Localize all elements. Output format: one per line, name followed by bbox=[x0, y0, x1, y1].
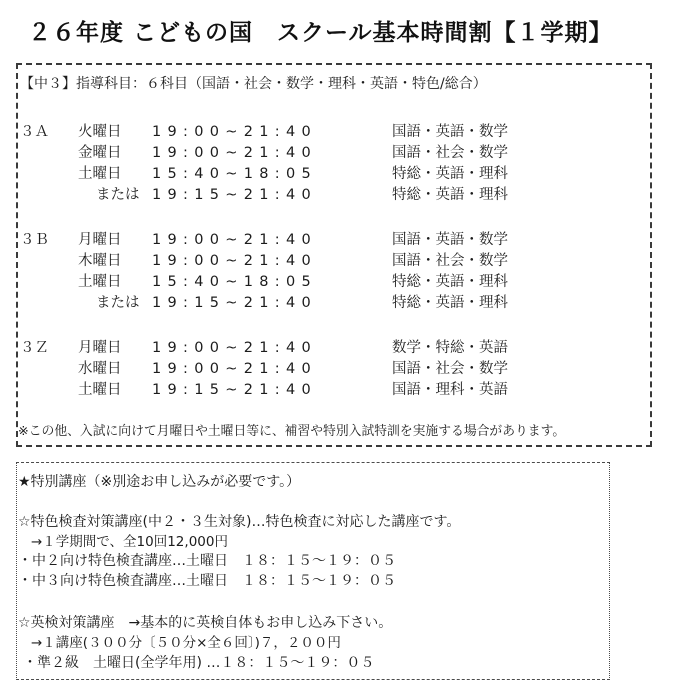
time-range: 19:00~21:40 bbox=[152, 253, 318, 269]
subjects: 数学・特総・英語 bbox=[392, 340, 508, 356]
schedule-box bbox=[16, 63, 652, 447]
page-title: ２６年度 こどもの国 スクール基本時間割【１学期】 bbox=[28, 20, 613, 46]
subjects: 特総・英語・理科 bbox=[392, 274, 508, 290]
subjects: 国語・社会・数学 bbox=[392, 253, 508, 269]
day-label: 月曜日 bbox=[78, 232, 122, 248]
time-range: 19:00~21:40 bbox=[152, 361, 318, 377]
time-range: 15:40~18:05 bbox=[152, 166, 318, 182]
time-range: 19:15~21:40 bbox=[152, 187, 318, 203]
time-range: 19:15~21:40 bbox=[152, 295, 318, 311]
day-label: 火曜日 bbox=[78, 124, 122, 140]
day-label: 水曜日 bbox=[78, 361, 122, 377]
alt-label: または bbox=[96, 295, 140, 311]
time-range: 19:00~21:40 bbox=[152, 145, 318, 161]
subjects: 特総・英語・理科 bbox=[392, 187, 508, 203]
class-label: ３Ｚ bbox=[20, 340, 49, 356]
course-item: ・中２向け特色検査講座…土曜日 １８：１５～１９：０５ bbox=[18, 553, 396, 569]
day-label: 木曜日 bbox=[78, 253, 122, 269]
subjects-header: 【中３】指導科目：６科目（国語・社会・数学・理科・英語・特色/総合） bbox=[20, 76, 487, 92]
class-label: ３Ｂ bbox=[20, 232, 49, 248]
time-range: 19:15~21:40 bbox=[152, 382, 318, 398]
time-range: 15:40~18:05 bbox=[152, 274, 318, 290]
special-courses-box bbox=[16, 462, 610, 680]
time-range: 19:00~21:40 bbox=[152, 232, 318, 248]
course-title: ☆英検対策講座 →基本的に英検自体もお申し込み下さい。 bbox=[18, 615, 393, 631]
time-range: 19:00~21:40 bbox=[152, 340, 318, 356]
course-price: →１学期間で、全10回12,000円 bbox=[31, 534, 228, 550]
schedule-note: ※この他、入試に向けて月曜日や土曜日等に、補習や特別入試特訓を実施する場合があります。 bbox=[18, 424, 566, 439]
subjects: 国語・社会・数学 bbox=[392, 145, 508, 161]
subjects: 国語・英語・数学 bbox=[392, 124, 508, 140]
day-label: 土曜日 bbox=[78, 274, 122, 290]
day-label: 土曜日 bbox=[78, 166, 122, 182]
special-heading: ★特別講座（※別途お申し込みが必要です。） bbox=[18, 474, 301, 490]
alt-label: または bbox=[96, 187, 140, 203]
course-price: →１講座(３００分〔５０分×全６回〕)７，２００円 bbox=[31, 635, 341, 651]
subjects: 特総・英語・理科 bbox=[392, 166, 508, 182]
day-label: 月曜日 bbox=[78, 340, 122, 356]
class-label: ３Ａ bbox=[20, 124, 49, 140]
course-title: ☆特色検査対策講座(中２・３生対象)…特色検査に対応した講座です。 bbox=[18, 514, 461, 530]
subjects: 国語・理科・英語 bbox=[392, 382, 508, 398]
day-label: 土曜日 bbox=[78, 382, 122, 398]
time-range: 19:00~21:40 bbox=[152, 124, 318, 140]
course-item: ・準２級 土曜日(全学年用) …１８：１５～１９：０５ bbox=[23, 655, 375, 671]
day-label: 金曜日 bbox=[78, 145, 122, 161]
subjects: 特総・英語・理科 bbox=[392, 295, 508, 311]
subjects: 国語・社会・数学 bbox=[392, 361, 508, 377]
subjects: 国語・英語・数学 bbox=[392, 232, 508, 248]
course-item: ・中３向け特色検査講座…土曜日 １８：１５～１９：０５ bbox=[18, 573, 396, 589]
